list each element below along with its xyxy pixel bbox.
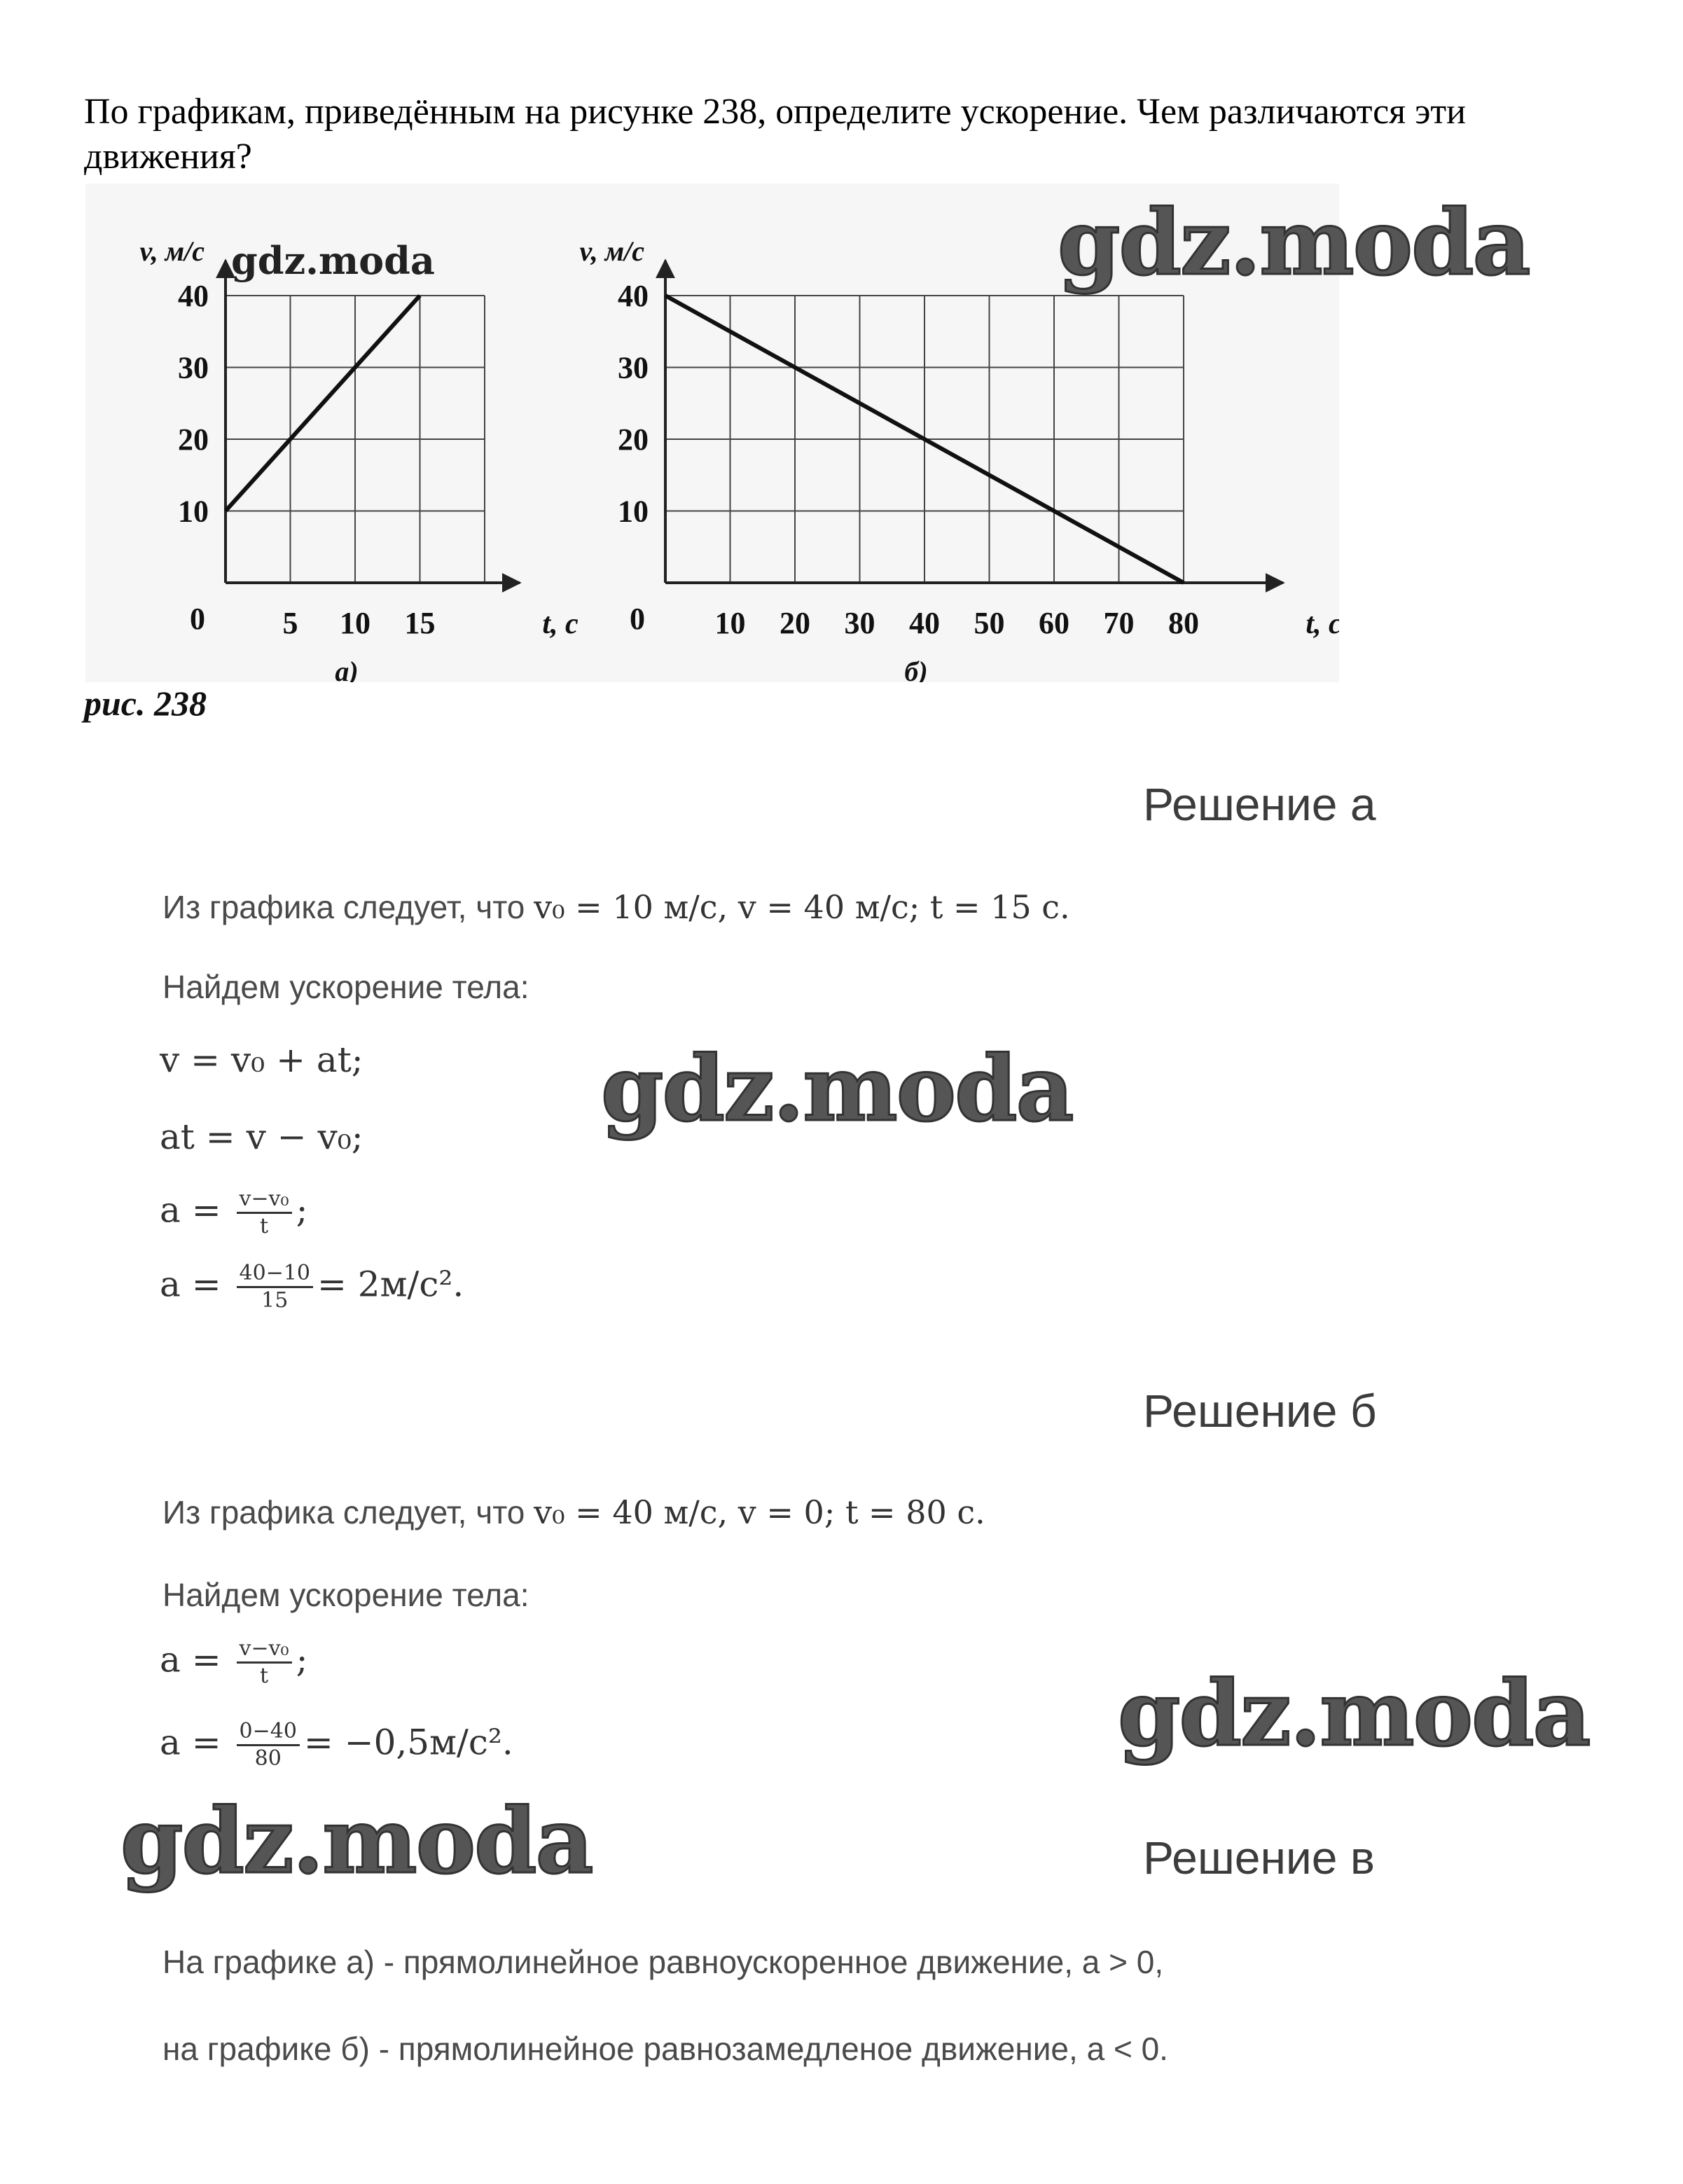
solution-c-line1: На графике а) - прямолинейное равноускоренное движение, a > 0, [162, 1944, 1164, 1980]
x-tick-label-1-4: 50 [974, 606, 1005, 640]
x-tick-label-1-0: 10 [714, 606, 746, 640]
y-tick-label-0-1: 20 [178, 422, 209, 457]
panel-label-1: б) [904, 656, 928, 682]
eq4-fraction [237, 1261, 313, 1313]
x-tick-label-0-1: 10 [340, 606, 370, 640]
b-eq1-num: v−v₀ [237, 1636, 292, 1664]
solution-b-eq1 [160, 1636, 307, 1689]
solution-a-find: Найдем ускорение тела: [162, 969, 529, 1005]
watermark-middle: gdz.moda [601, 1037, 1073, 1142]
x-tick-label-1-7: 80 [1168, 606, 1199, 640]
x-tick-label-0-2: 15 [404, 606, 436, 640]
y-tick-label-1-1: 20 [618, 422, 649, 457]
b-eq2-den: 80 [254, 1746, 282, 1771]
x-tick-label-1-1: 20 [780, 606, 810, 640]
solution-a-eq4 [160, 1261, 464, 1313]
solution-b-eq2 [160, 1719, 513, 1771]
y-tick-label-1-0: 10 [618, 494, 649, 529]
eq4-num: 40−10 [237, 1261, 313, 1288]
origin-label-0: 0 [190, 602, 205, 636]
figure-caption: рис. 238 [84, 684, 207, 723]
b-eq1-den: t [260, 1664, 269, 1688]
watermark-right: gdz.moda [1118, 1661, 1590, 1767]
y-tick-label-0-0: 10 [178, 494, 209, 529]
eq4-den: 15 [261, 1288, 289, 1313]
eq3-lhs: a = [160, 1189, 221, 1231]
solution-a-eq3 [160, 1187, 307, 1239]
eq4-tail: = 2м/с². [317, 1264, 464, 1305]
origin-label-1: 0 [630, 602, 645, 636]
watermark-top-right: gdz.moda [1058, 191, 1530, 296]
solution-c-line2: на графике б) - прямолинейное равнозамедленое движение, a < 0. [162, 2031, 1168, 2067]
solution-a-given-prefix: Из графика следует, что [162, 889, 525, 925]
b-eq2-lhs: a = [160, 1722, 221, 1763]
panel-label-0: а) [335, 656, 359, 682]
solution-c-title: Решение в [1143, 1832, 1375, 1884]
eq3-num: v−v₀ [237, 1187, 292, 1214]
solution-a-given-expr: v₀ = 10 м/с, v = 40 м/с; t = 15 с. [534, 888, 1070, 926]
y-tick-label-0-3: 40 [178, 279, 209, 313]
y-tick-label-1-3: 40 [618, 279, 649, 313]
b-eq2-fraction [237, 1719, 300, 1771]
series-line-0-0 [226, 296, 420, 511]
watermark-left: gdz.moda [120, 1789, 593, 1894]
solution-b-find: Найдем ускорение тела: [162, 1577, 529, 1613]
y-axis-label-1: v, м/с [579, 235, 644, 267]
x-axis-label-1: t, с [1305, 608, 1339, 640]
b-eq1-lhs: a = [160, 1639, 221, 1680]
solution-b-given [162, 1493, 985, 1531]
x-tick-label-1-2: 30 [844, 606, 875, 640]
solution-b-title: Решение б [1143, 1385, 1377, 1437]
b-eq2-num: 0−40 [237, 1719, 300, 1746]
solution-b-given-expr: v₀ = 40 м/с, v = 0; t = 80 с. [534, 1493, 985, 1531]
watermark-figure-small: gdz.moda [231, 238, 435, 283]
solution-b-given-prefix: Из графика следует, что [162, 1494, 525, 1530]
b-eq1-tail: ; [296, 1639, 308, 1680]
x-tick-label-0-0: 5 [282, 606, 298, 640]
y-tick-label-0-2: 30 [178, 350, 209, 385]
eq3-tail: ; [296, 1189, 308, 1231]
eq3-den: t [260, 1214, 269, 1238]
solution-a-eq2: at = v − v₀; [160, 1117, 363, 1157]
b-eq2-tail: = −0,5м/с². [303, 1722, 513, 1763]
x-axis-label-0: t, с [542, 608, 579, 640]
task-text: По графикам, приведённым на рисунке 238, определите ускорение. Чем различаются эти движения? [84, 92, 1466, 177]
y-tick-label-1-2: 30 [618, 350, 649, 385]
y-axis-label-0: v, м/с [139, 235, 205, 267]
solution-a-eq1: v = v₀ + at; [160, 1039, 363, 1080]
eq3-fraction [237, 1187, 292, 1239]
b-eq1-fraction [237, 1636, 292, 1689]
x-tick-label-1-3: 40 [909, 606, 940, 640]
eq4-lhs: a = [160, 1264, 221, 1305]
x-tick-label-1-6: 70 [1103, 606, 1135, 640]
x-tick-label-1-5: 60 [1039, 606, 1069, 640]
solution-a-given [162, 888, 1070, 926]
solution-a-title: Решение а [1143, 778, 1376, 830]
